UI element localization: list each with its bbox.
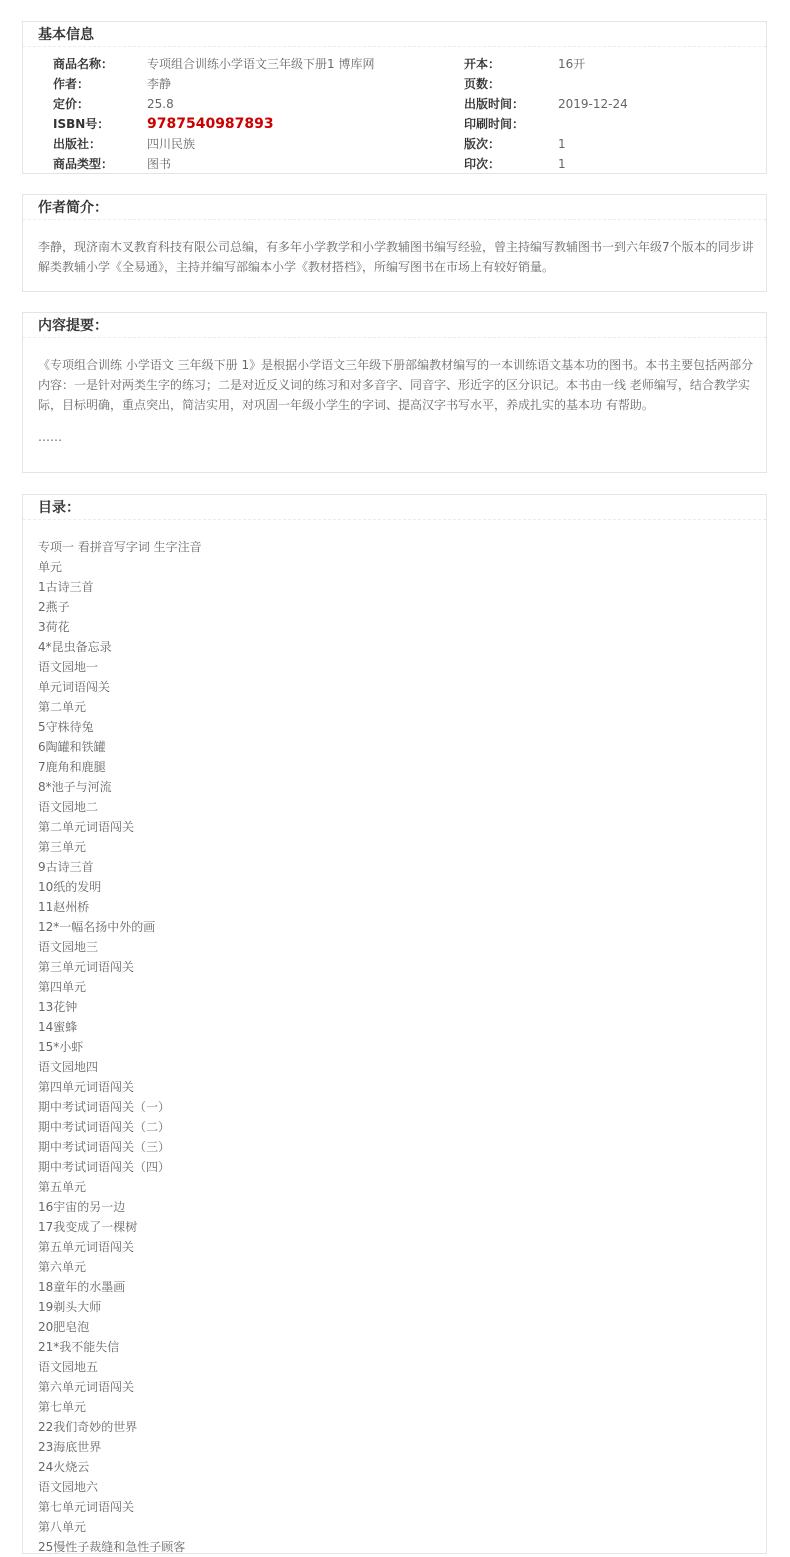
- summary-title: 内容提要：: [38, 318, 108, 334]
- pubdate-value: 2019-12-24: [558, 97, 628, 111]
- author-intro-panel: [22, 194, 767, 292]
- toc-item: 第三单元词语闯关: [38, 960, 135, 974]
- toc-item: 语文园地五: [38, 1360, 99, 1374]
- toc-item: 8*池子与河流: [38, 780, 112, 794]
- summary-text: [38, 355, 754, 415]
- info-row-format: [464, 54, 744, 74]
- info-row-price: [53, 94, 453, 114]
- author-intro-title: 作者简介：: [38, 200, 108, 216]
- toc-item: 第八单元: [38, 1520, 87, 1534]
- summary-panel: [22, 312, 767, 473]
- info-label: ISBN号：: [53, 117, 110, 131]
- toc-item: 19剃头大师: [38, 1300, 102, 1314]
- info-row-edition: [464, 134, 744, 154]
- info-row-author: [53, 74, 453, 94]
- toc-item: 3荷花: [38, 620, 70, 634]
- format-value: 16开: [558, 57, 586, 71]
- paragraph-line: 李静，现济南木叉教育科技有限公司总编，有多年小学教学和小学教辅图书编写经验，曾主持编写教辅图书一到六年级7个版本的同步讲: [38, 240, 754, 254]
- title-divider: [23, 46, 766, 47]
- info-label: 商品类型：: [53, 157, 114, 171]
- info-row-pubdate: [464, 94, 744, 114]
- toc-item: 语文园地六: [38, 1480, 99, 1494]
- toc-item: 第四单元词语闯关: [38, 1080, 135, 1094]
- toc-item: 期中考试词语闯关（三）: [38, 1140, 171, 1154]
- toc-item: 期中考试词语闯关（一）: [38, 1100, 171, 1114]
- toc-item: 第二单元词语闯关: [38, 820, 135, 834]
- toc-item: 9古诗三首: [38, 860, 94, 874]
- toc-item: 第六单元词语闯关: [38, 1380, 135, 1394]
- toc-item: 语文园地二: [38, 800, 99, 814]
- info-label: 商品名称：: [53, 57, 114, 71]
- toc-panel: [22, 494, 767, 1554]
- info-row-publisher: [53, 134, 453, 154]
- toc-item: 单元: [38, 560, 63, 574]
- toc-item: 17我变成了一棵树: [38, 1220, 138, 1234]
- paragraph-line: 内容：一是针对两类生字的练习；二是对近反义词的练习和对多音字、同音字、形近字的区分识记。本书由一线 老师编写，结合教学实: [38, 378, 750, 392]
- info-label: 出版社：: [53, 137, 102, 151]
- toc-item: 第五单元: [38, 1180, 87, 1194]
- toc-item: 10纸的发明: [38, 880, 102, 894]
- paragraph-line: 解类教辅小学《全易通》，主持并编写部编本小学《教材搭档》，所编写图书在市场上有较好销量。: [38, 260, 555, 274]
- paragraph-line: 《专项组合训练 小学语文 三年级下册 1》是根据小学语文三年级下册部编教材编写的一本训练语文基本功的图书。本书主要包括两部分: [38, 358, 754, 372]
- title-divider: [23, 337, 766, 338]
- isbn-value: 9787540987893: [147, 116, 274, 132]
- toc-list: [38, 537, 202, 1557]
- toc-title: 目录：: [38, 500, 80, 516]
- info-label: 出版时间：: [464, 97, 525, 111]
- toc-item: 18童年的水墨画: [38, 1280, 126, 1294]
- product-name-value: 专项组合训练小学语文三年级下册1 博库网: [147, 57, 375, 71]
- toc-item: 4*昆虫备忘录: [38, 640, 112, 654]
- toc-item: 16宇宙的另一边: [38, 1200, 126, 1214]
- info-label: 版次：: [464, 137, 501, 151]
- info-label: 印次：: [464, 157, 501, 171]
- toc-item: 1古诗三首: [38, 580, 94, 594]
- title-divider: [23, 219, 766, 220]
- toc-item: 第七单元: [38, 1400, 87, 1414]
- toc-item: 第三单元: [38, 840, 87, 854]
- toc-item: 20肥皂泡: [38, 1320, 90, 1334]
- product-type-value: 图书: [147, 157, 172, 171]
- impression-value: 1: [558, 157, 566, 171]
- basic-info-title: 基本信息: [38, 27, 94, 43]
- info-label: 页数：: [464, 77, 501, 91]
- toc-item: 24火烧云: [38, 1460, 90, 1474]
- basic-info-panel: [22, 21, 767, 174]
- author-value: 李静: [147, 77, 172, 91]
- toc-item: 第六单元: [38, 1260, 87, 1274]
- toc-item: 21*我不能失信: [38, 1340, 120, 1354]
- toc-item: 第二单元: [38, 700, 87, 714]
- info-row-printdate: [464, 114, 744, 134]
- toc-item: 语文园地四: [38, 1060, 99, 1074]
- toc-item: 13花钟: [38, 1000, 78, 1014]
- paragraph-line: 际，目标明确，重点突出，简洁实用，对巩固一年级小学生的字词、提高汉字书写水平，养成扎实的基本功 有帮助。: [38, 398, 654, 412]
- toc-item: 12*一幅名扬中外的画: [38, 920, 156, 934]
- toc-item: 11赵州桥: [38, 900, 90, 914]
- toc-item: 语文园地三: [38, 940, 99, 954]
- toc-item: 第五单元词语闯关: [38, 1240, 135, 1254]
- info-label: 印刷时间：: [464, 117, 525, 131]
- toc-item: 第四单元: [38, 980, 87, 994]
- toc-item: 期中考试词语闯关（二）: [38, 1120, 171, 1134]
- toc-item: 22我们奇妙的世界: [38, 1420, 138, 1434]
- toc-item: 15*小虾: [38, 1040, 84, 1054]
- info-row-impression: [464, 154, 744, 174]
- info-row-name: [53, 54, 453, 74]
- toc-item: 5守株待兔: [38, 720, 94, 734]
- toc-item: 单元词语闯关: [38, 680, 111, 694]
- title-divider: [23, 519, 766, 520]
- summary-ellipsis: ……: [38, 430, 62, 444]
- author-intro-text: [38, 237, 754, 277]
- info-label: 定价：: [53, 97, 90, 111]
- info-row-isbn: [53, 114, 453, 134]
- toc-item: 14蜜蜂: [38, 1020, 78, 1034]
- edition-value: 1: [558, 137, 566, 151]
- toc-item: 期中考试词语闯关（四）: [38, 1160, 171, 1174]
- info-row-pages: [464, 74, 744, 94]
- toc-item: 23海底世界: [38, 1440, 102, 1454]
- publisher-value: 四川民族: [147, 137, 196, 151]
- toc-item: 语文园地一: [38, 660, 99, 674]
- toc-item: 25慢性子裁缝和急性子顾客: [38, 1540, 186, 1554]
- info-label: 开本：: [464, 57, 501, 71]
- info-label: 作者：: [53, 77, 90, 91]
- price-value: 25.8: [147, 97, 174, 111]
- toc-item: 7鹿角和鹿腿: [38, 760, 106, 774]
- toc-item: 6陶罐和铁罐: [38, 740, 106, 754]
- toc-item: 2燕子: [38, 600, 70, 614]
- toc-item: 专项一 看拼音写字词 生字注音: [38, 540, 202, 554]
- toc-item: 第七单元词语闯关: [38, 1500, 135, 1514]
- info-row-type: [53, 154, 453, 174]
